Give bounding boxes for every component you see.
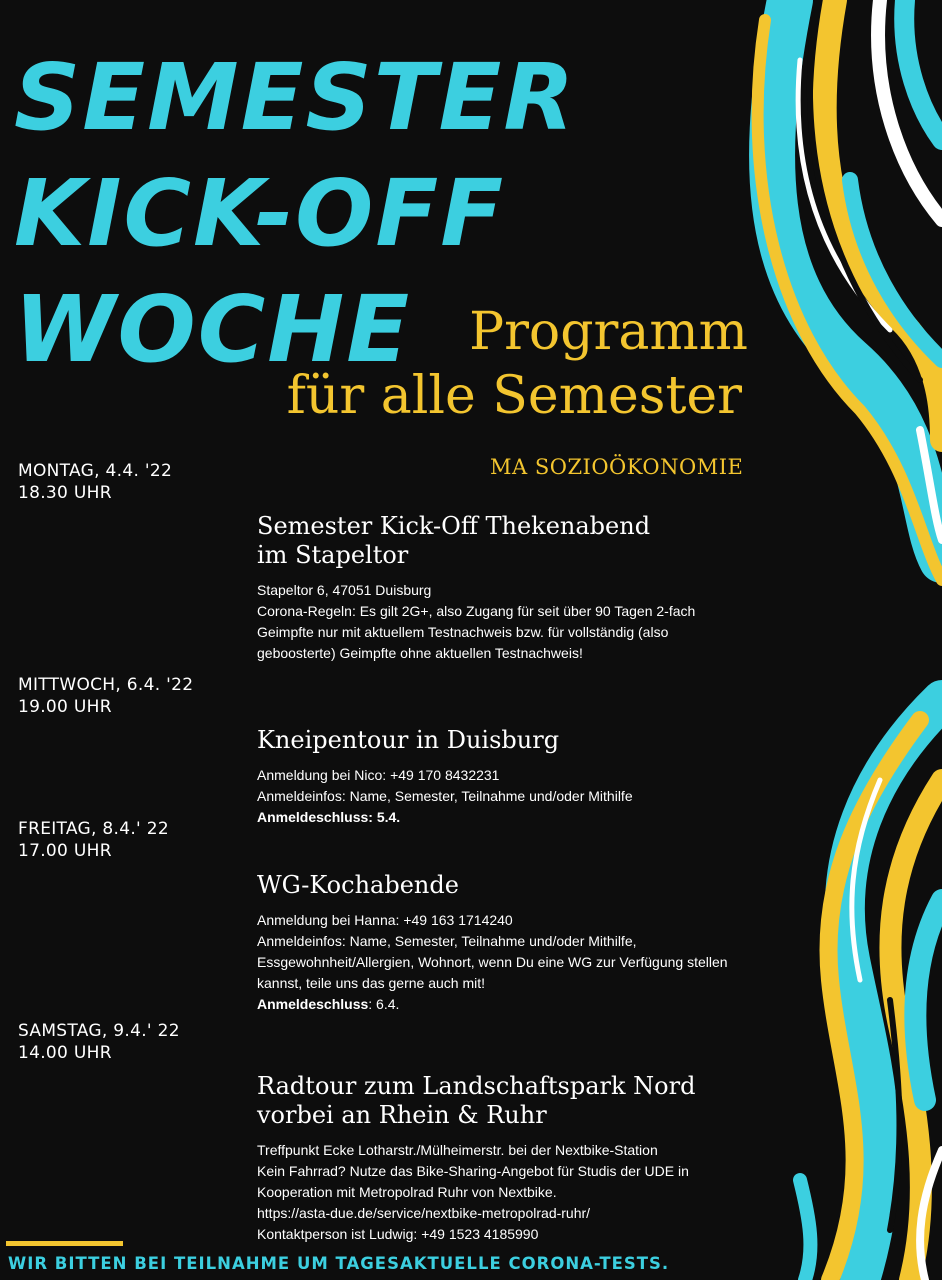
program-line-2: für alle Semester	[286, 366, 742, 426]
program-heading	[286, 300, 748, 428]
event-date-3	[18, 818, 169, 862]
footer-notice: WIR BITTEN BEI TEILNAHME UM TAGESAKTUELLE CORONA-TESTS.	[8, 1254, 670, 1273]
title-line-1: SEMESTER	[14, 44, 577, 151]
event-meeting-point: Treffpunkt Ecke Lotharstr./Mülheimerstr. bei der Nextbike-Station	[257, 1142, 658, 1158]
event-title-4: Radtour zum Landschaftspark Nord vorbei an Rhein & Ruhr	[257, 1072, 696, 1129]
event-title-1: Semester Kick-Off Thekenabend im Stapeltor	[257, 512, 651, 569]
event-date-text: MONTAG, 4.4. '22	[18, 461, 173, 481]
event-block-2	[257, 726, 757, 828]
event-address: Stapeltor 6, 47051 Duisburg	[257, 582, 432, 598]
footer-accent-bar	[6, 1241, 123, 1246]
event-date-text: SAMSTAG, 9.4.' 22	[18, 1021, 180, 1041]
event-contact: Anmeldung bei Hanna: +49 163 1714240	[257, 912, 513, 928]
event-date-text: MITTWOCH, 6.4. '22	[18, 675, 194, 695]
title-line-2: KICK-OFF	[14, 160, 506, 267]
event-time-text: 14.00 UHR	[18, 1043, 112, 1063]
event-date-text: FREITAG, 8.4.' 22	[18, 819, 169, 839]
event-info: Anmeldeinfos: Name, Semester, Teilnahme und/oder Mithilfe, Essgewohnheit/Allergien, Wohnort, wenn Du eine WG zur Verfügung stellen kannst, teile uns das gerne auch mit!	[257, 933, 728, 991]
event-rules: Corona-Regeln: Es gilt 2G+, also Zugang für seit über 90 Tagen 2-fach Geimpfte nur mit aktuellem Testnachweis bzw. für vollständig (also geboosterte) Geimpfte ohne aktuellen Testnachweis!	[257, 603, 696, 661]
event-time-text: 18.30 UHR	[18, 483, 112, 503]
event-date-2	[18, 674, 193, 718]
program-line-1: Programm	[469, 302, 748, 362]
event-date-1	[18, 460, 172, 504]
event-info: Anmeldeinfos: Name, Semester, Teilnahme und/oder Mithilfe	[257, 788, 633, 804]
event-deadline: Anmeldeschluss: 6.4.	[257, 996, 400, 1012]
event-block-1	[257, 512, 747, 664]
event-title-2: Kneipentour in Duisburg	[257, 726, 560, 754]
event-time-text: 17.00 UHR	[18, 841, 112, 861]
title-line-3: WOCHE	[14, 276, 412, 383]
event-bike-info: Kein Fahrrad? Nutze das Bike-Sharing-Angebot für Studis der UDE in Kooperation mit Metropolrad Ruhr von Nextbike.	[257, 1163, 689, 1200]
event-block-4	[257, 1072, 752, 1245]
event-block-3	[257, 871, 752, 1015]
event-contact: Anmeldung bei Nico: +49 170 8432231	[257, 767, 500, 783]
event-title-3: WG-Kochabende	[257, 871, 459, 899]
event-contact: Kontaktperson ist Ludwig: +49 1523 4185990	[257, 1226, 539, 1242]
event-date-4	[18, 1020, 180, 1064]
event-time-text: 19.00 UHR	[18, 697, 112, 717]
event-url: https://asta-due.de/service/nextbike-metropolrad-ruhr/	[257, 1205, 591, 1221]
program-subtitle: MA SOZIOÖKONOMIE	[490, 455, 744, 479]
event-deadline: Anmeldeschluss: 5.4.	[257, 809, 401, 825]
